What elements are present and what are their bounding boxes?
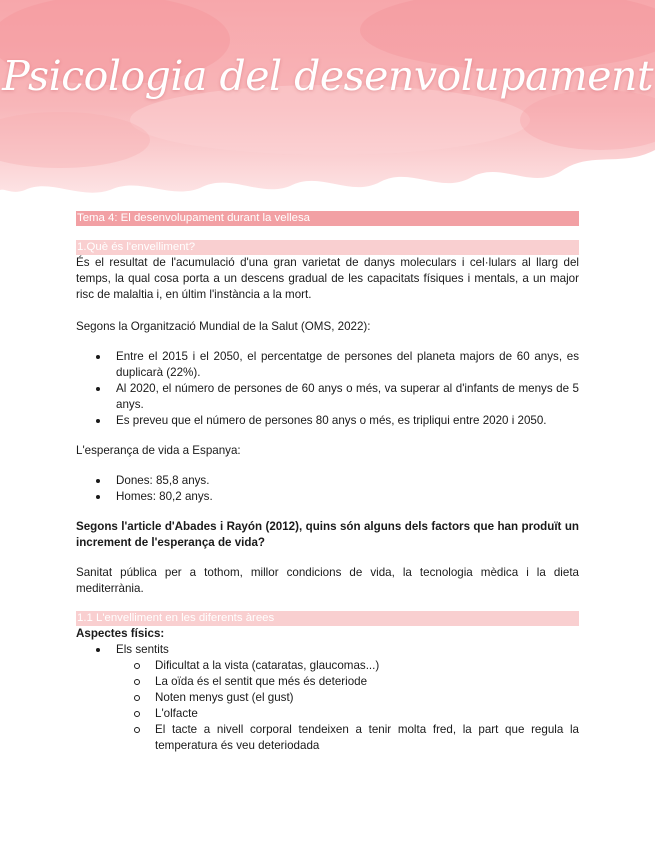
list-item: Es preveu que el número de persones 80 anys o més, es tripliqui entre 2020 i 2050.	[76, 413, 579, 429]
sub-list-item: L'olfacte	[76, 706, 579, 722]
list-item: Dones: 85,8 anys.	[76, 473, 579, 489]
sub-list-item: Noten menys gust (el gust)	[76, 690, 579, 706]
document-body	[76, 211, 579, 754]
section2-heading: 1.1 L'envelliment en les diferents àrees	[76, 611, 579, 626]
sub-list-item: La oïda és el sentit que més és deteriode	[76, 674, 579, 690]
oms-intro: Segons la Organització Mundial de la Salut (OMS, 2022):	[76, 320, 371, 333]
answer-paragraph: Sanitat pública per a tothom, millor condicions de vida, la tecnologia mèdica i la dieta mediterrània.	[76, 566, 579, 595]
oms-list	[76, 349, 579, 429]
senses-list	[76, 642, 579, 658]
sub-list-item: El tacte a nivell corporal tendeixen a tenir molta fred, la part que regula la temperatura és veu deteriodada	[76, 722, 579, 754]
watercolor-banner	[0, 0, 655, 200]
list-item: Entre el 2015 i el 2050, el percentatge de persones del planeta majors de 60 anys, es duplicarà (22%).	[76, 349, 579, 381]
senses-sublist	[76, 658, 579, 754]
watercolor-background	[0, 0, 655, 200]
list-item: Al 2020, el número de persones de 60 anys o més, va superar al d'infants de menys de 5 anys.	[76, 381, 579, 413]
sub-list-item: Dificultat a la vista (cataratas, glaucomas...)	[76, 658, 579, 674]
life-expectancy-intro: L'esperança de vida a Espanya:	[76, 444, 241, 457]
physical-aspects-subheading: Aspectes físics:	[76, 627, 165, 640]
definition-paragraph: És el resultat de l'acumulació d'una gran varietat de danys moleculars i cel·lulars al llarg del temps, la qual cosa porta a un descens gradual de les capacitats físiques i mentals, a un major risc de malaltia i, en últim l'instància a la mort.	[76, 256, 579, 301]
list-item: Els sentits	[76, 642, 579, 658]
list-item: Homes: 80,2 anys.	[76, 489, 579, 505]
life-expectancy-list	[76, 473, 579, 505]
question-paragraph: Segons l'article d'Abades i Rayón (2012), quins són alguns dels factors que han produït un increment de l'esperança de vida?	[76, 520, 579, 549]
topic-heading: Tema 4: El desenvolupament durant la vellesa	[76, 211, 579, 226]
page-title: Psicologia del desenvolupament	[2, 52, 653, 100]
section1-heading: 1.Què és l'envelliment?	[76, 240, 579, 255]
